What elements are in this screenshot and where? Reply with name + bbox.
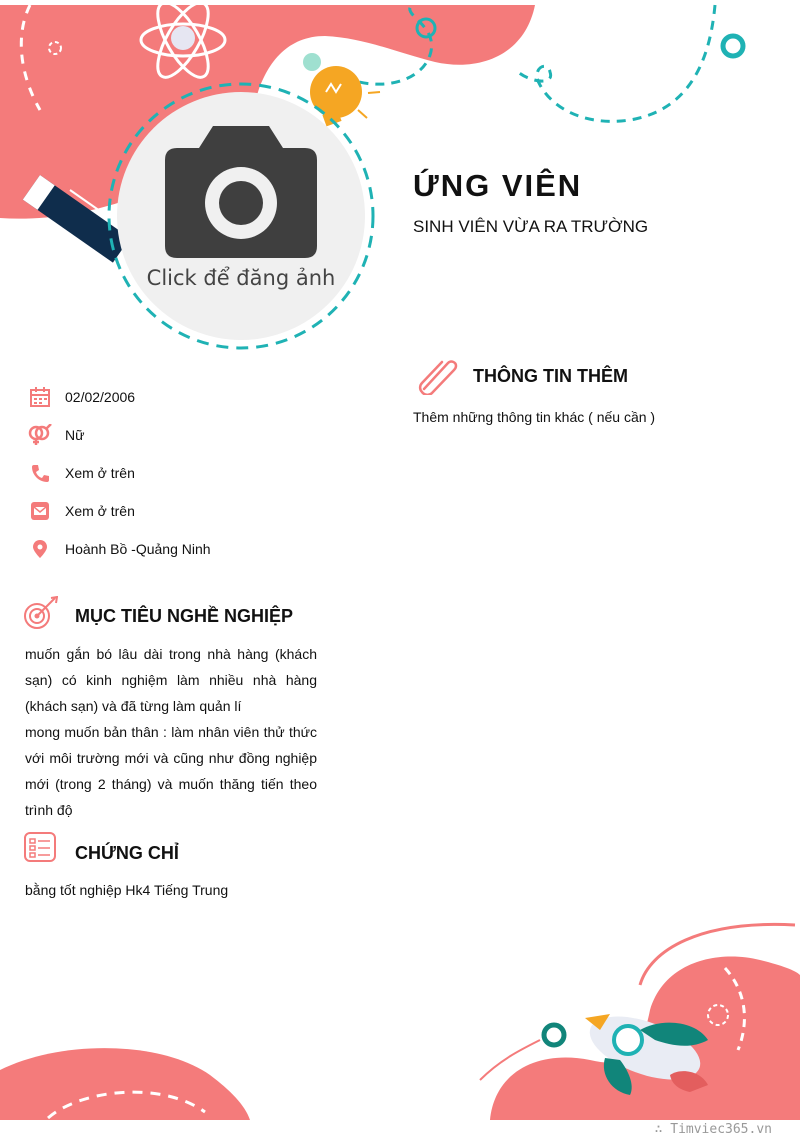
gender-value: Nữ <box>65 427 85 443</box>
contact-address <box>28 537 211 561</box>
photo-caption: Click để đăng ảnh <box>146 266 336 290</box>
watermark: ∴ Timviec365.vn <box>654 1122 772 1137</box>
address-value: Hoành Bồ -Quảng Ninh <box>65 541 211 557</box>
phone-icon <box>28 461 52 485</box>
contact-birthday <box>28 385 135 409</box>
paperclip-icon <box>416 355 458 395</box>
objective-paragraph-1: muốn gắn bó lâu dài trong nhà hàng (khách sạn) có kinh nghiệm làm nhiều nhà hàng (khách sạn) và đã từng làm quản lí <box>25 646 317 714</box>
contact-phone <box>28 461 135 485</box>
candidate-subtitle: SINH VIÊN VỪA RA TRƯỜNG <box>413 217 649 236</box>
gender-icon <box>28 423 52 447</box>
objective-title: MỤC TIÊU NGHỀ NGHIỆP <box>75 606 294 626</box>
email-value: Xem ở trên <box>65 503 135 519</box>
camera-icon <box>165 126 317 258</box>
target-icon <box>24 596 58 630</box>
extra-info-text: Thêm những thông tin khác ( nếu cần ) <box>413 409 656 425</box>
location-pin-icon <box>28 537 52 561</box>
objective-paragraph-2: mong muốn bản thân : làm nhân viên thử thức với môi trường mới và cũng như đồng nghiệp mới (trong 2 tháng) và muốn thăng tiến theo trình độ <box>25 724 317 818</box>
calendar-icon <box>28 385 52 409</box>
certificates-title: CHỨNG CHỈ <box>75 843 179 863</box>
candidate-name: ỨNG VIÊN <box>413 168 583 203</box>
birthday-value: 02/02/2006 <box>65 389 136 405</box>
contact-email <box>28 499 135 523</box>
contact-gender <box>28 423 84 447</box>
phone-value: Xem ở trên <box>65 465 135 481</box>
certificates-text: bằng tốt nghiệp Hk4 Tiếng Trung <box>25 882 229 898</box>
photo-upload-button[interactable] <box>117 92 365 340</box>
checklist-icon <box>24 832 56 862</box>
email-icon <box>28 499 52 523</box>
extra-info-title: THÔNG TIN THÊM <box>473 366 628 386</box>
